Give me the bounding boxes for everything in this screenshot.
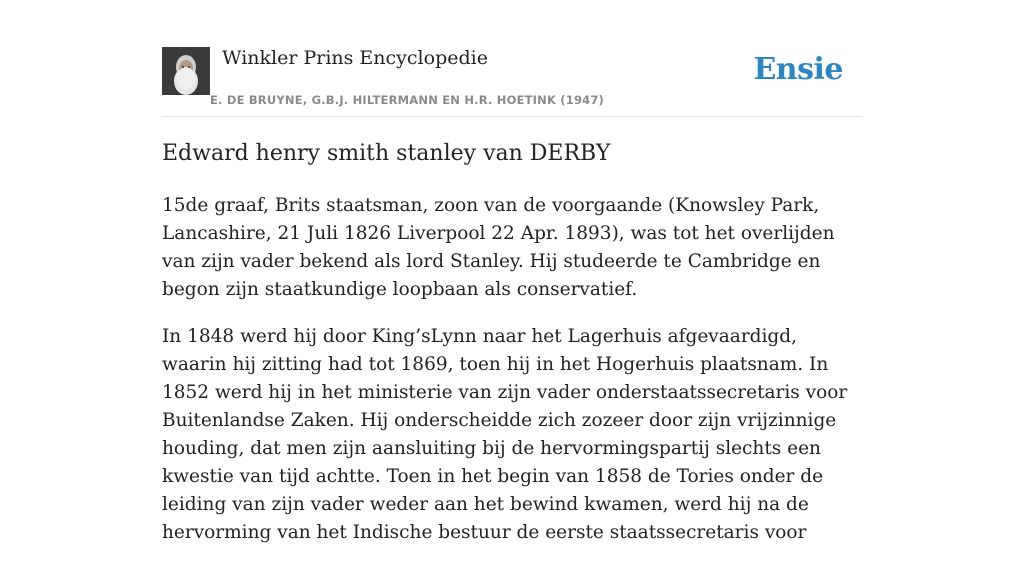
brand-logo[interactable]: Ensie <box>753 52 843 87</box>
entry-paragraph: In 1848 werd hij door King’sLynn naar het Lagerhuis afgevaardigd, waarin hij zitting had tot 1869, toen hij in het Hogerhuis plaatsnam. In 1852 werd hij in het ministerie van zijn vader onderstaatssecretaris voor Buitenlandse Zaken. Hij onderscheidde zich zozeer door zijn vrijzinnige houding, dat men zijn aansluiting bij de hervormingspartij slechts een kwestie van tijd achtte. Toen in het begin van 1858 de Tories onder de leiding van zijn vader weder aan het bewind kwamen, werd hij na de hervorming van het Indische bestuur de eerste staatssecretaris voor <box>162 326 848 543</box>
entry-body <box>162 192 862 566</box>
entry-title: Edward henry smith stanley van DERBY <box>162 141 611 166</box>
header <box>162 46 862 117</box>
book-title[interactable]: Winkler Prins Encyclopedie <box>222 47 488 69</box>
book-authors: E. DE BRUYNE, G.B.J. HILTERMANN EN H.R. HOETINK (1947) <box>210 93 605 107</box>
author-avatar[interactable] <box>162 47 210 95</box>
portrait-icon <box>162 47 210 95</box>
entry-paragraph: 15de graaf, Brits staatsman, zoon van de voorgaande (Knowsley Park, Lancashire, 21 Juli 1826 Liverpool 22 Apr. 1893), was tot het overlijden van zijn vader bekend als lord Stanley. Hij studeerde te Cambridge en begon zijn staatkundige loopbaan als conservatief. <box>162 195 835 300</box>
